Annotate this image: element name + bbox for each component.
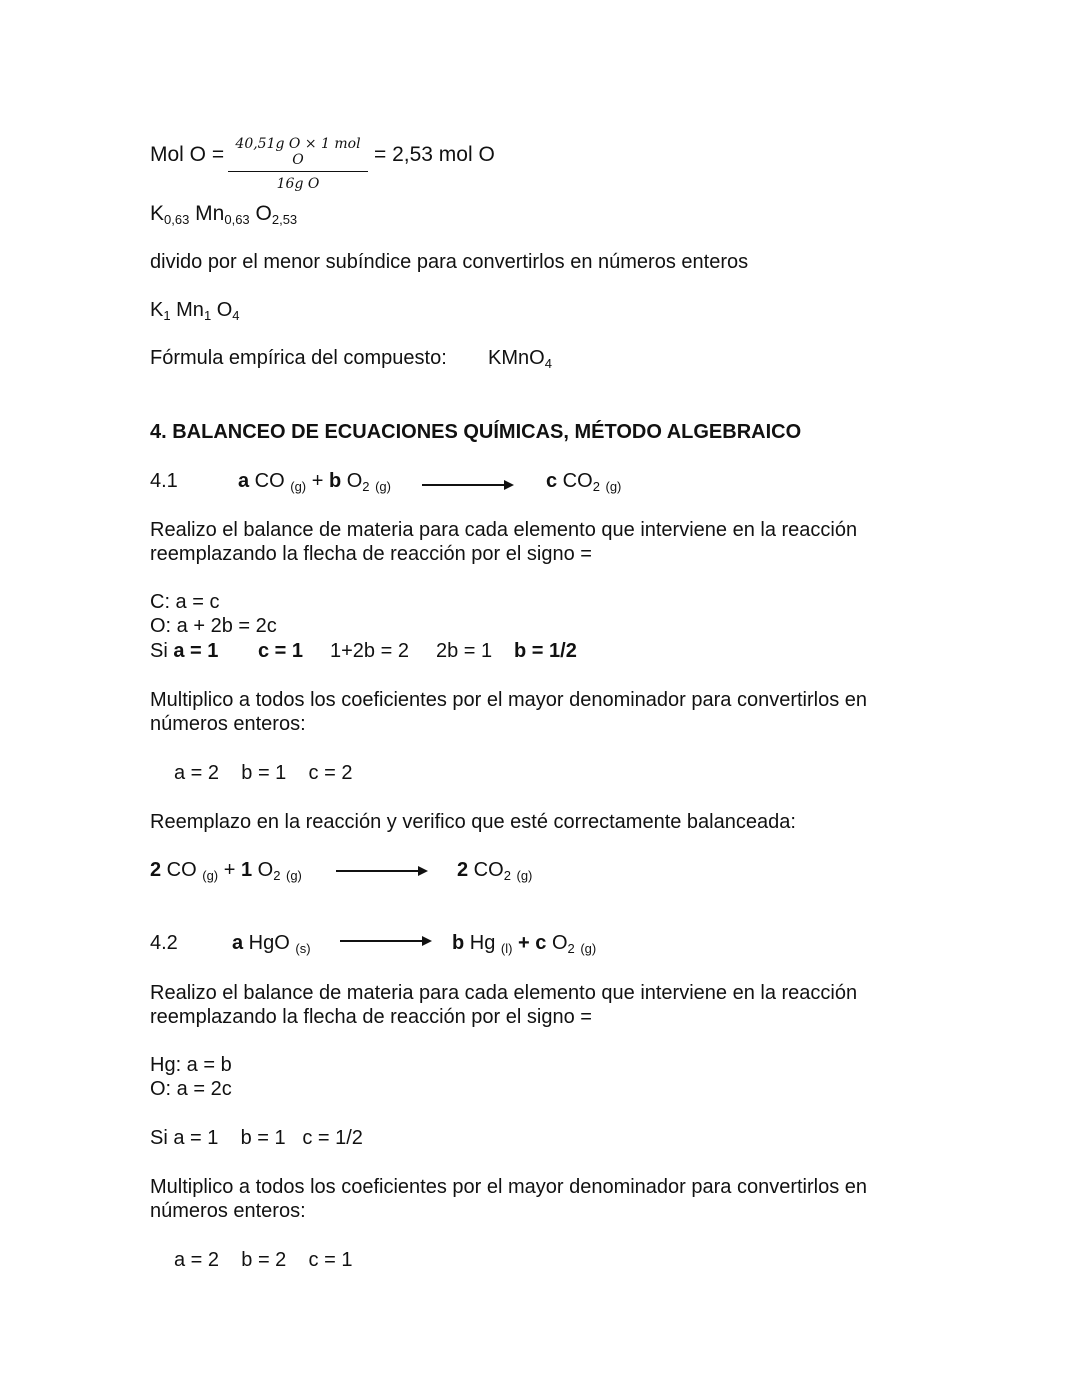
step-1: 1+2b = 2 [330, 640, 409, 662]
eq-4-1-number: 4.1 [150, 470, 178, 492]
replace-text: Reemplazo en la reacción y verifico que esté correctamente balanceada: [150, 811, 796, 833]
coefficients-4-2: a = 2 b = 2 c = 1 [174, 1249, 353, 1271]
eq-4-1-product: c $CO_2$ $_{(g)}$ [546, 470, 622, 494]
balanced-eq-reactants: 2 CO $_{(g)}$ + 1 $O_2$ $_{(g)}$ [150, 859, 302, 883]
divide-text: divido por el menor subíndice para convertirlos en números enteros [150, 251, 749, 273]
balanced-eq-product: 2 $CO_2$ $_{(g)}$ [457, 859, 533, 883]
mol-o-label: Mol O = [150, 143, 225, 166]
fraction-numerator: 40,51g O × 1 mol O [228, 136, 368, 172]
step-2: 2b = 1 [436, 640, 493, 662]
eq-4-2-reactant: a HgO $_{(s)}$ [232, 932, 311, 956]
balance-text-1: Realizo el balance de materia para cada elemento que interviene en la reacción reemplazando la flecha de reacción por el signo = [150, 519, 858, 565]
eq-4-2-number: 4.2 [150, 932, 178, 954]
eq-4-1-reactants: a CO $_{(g)}$ + b $O_2$ $_{(g)}$ [238, 470, 391, 494]
solve-line-4-1: Si a = 1 [150, 640, 219, 662]
eq-hg: Hg: a = b [150, 1054, 232, 1076]
multiply-text-1: Multiplico a todos los coeficientes por el mayor denominador para convertirlos en números enteros: [150, 689, 868, 735]
reaction-arrow-icon [340, 940, 430, 942]
fraction-denominator: 16g O [276, 176, 320, 192]
eq-c: C: a = c [150, 591, 220, 613]
empirical-formula-label: Fórmula empírica del compuesto: [150, 347, 447, 369]
solve-line-4-2: Si a = 1 b = 1 c = 1/2 [150, 1127, 363, 1149]
section-heading: 4. BALANCEO DE ECUACIONES QUÍMICAS, MÉTODO ALGEBRAICO [150, 421, 802, 443]
mol-o-fraction [228, 136, 368, 192]
formula-decimal: $K_{0,63}$ $Mn_{0,63}$ $O_{2,53}$ [150, 202, 298, 227]
eq-4-2-products: b Hg $_{(l)}$ + c $O_2$ $_{(g)}$ [452, 932, 597, 956]
coefficients-4-1: a = 2 b = 1 c = 2 [174, 762, 353, 784]
balance-text-2: Realizo el balance de materia para cada elemento que interviene en la reacción reemplazando la flecha de reacción por el signo = [150, 982, 858, 1028]
mol-o-result: = 2,53 mol O [374, 143, 495, 166]
empirical-formula: KMnO$_4$ [488, 347, 552, 371]
formula-integer: $K_1$ $Mn_1$ $O_4$ [150, 299, 240, 323]
b-value: b = 1/2 [514, 640, 577, 662]
c-value: c = 1 [258, 640, 304, 662]
eq-o-4-2: O: a = 2c [150, 1078, 232, 1100]
multiply-text-2: Multiplico a todos los coeficientes por el mayor denominador para convertirlos en números enteros: [150, 1176, 868, 1222]
reaction-arrow-icon [422, 484, 512, 486]
eq-o: O: a + 2b = 2c [150, 615, 277, 637]
reaction-arrow-icon [336, 870, 426, 872]
